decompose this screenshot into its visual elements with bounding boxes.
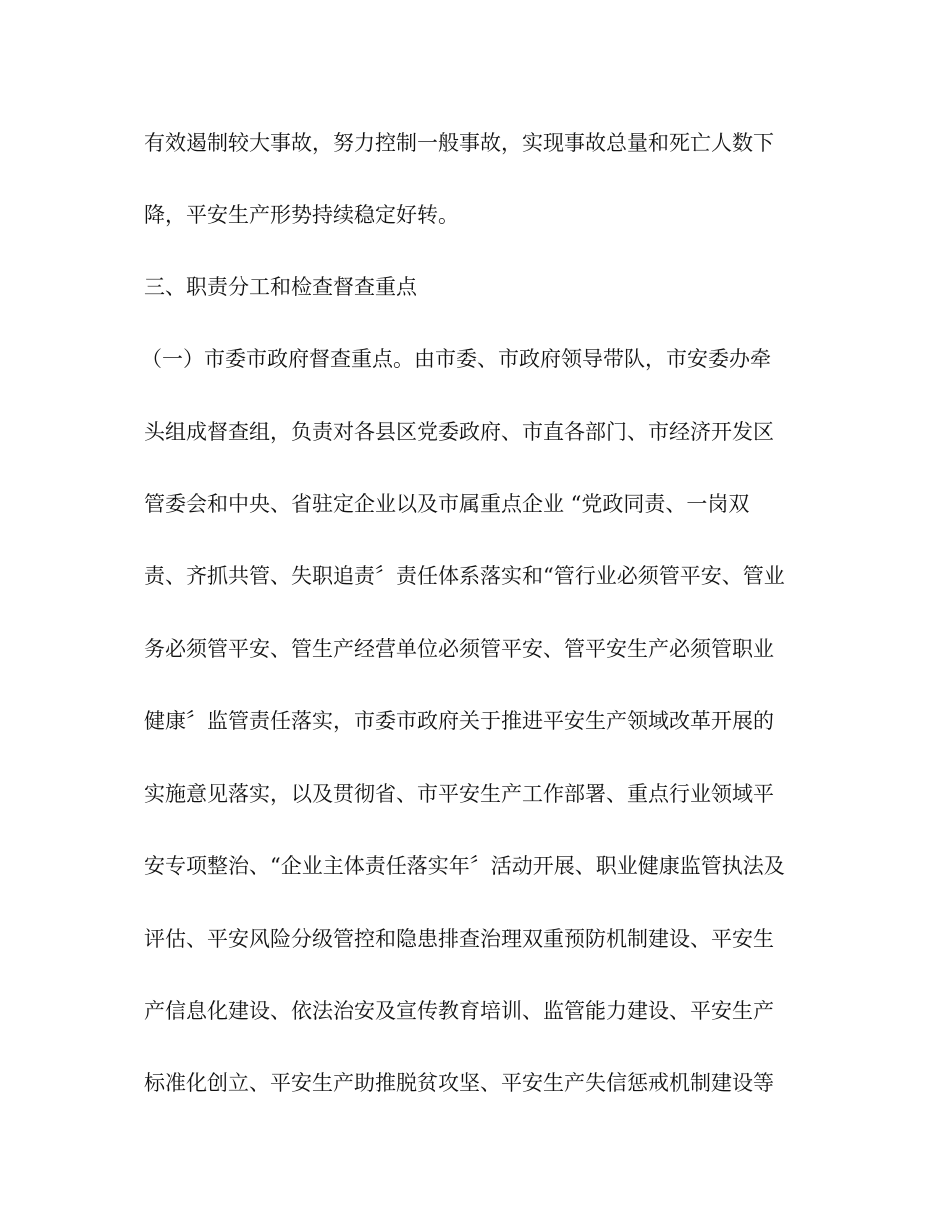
text-line-10: 实施意见落实，以及贯彻省、市平安生产工作部署、重点行业领域平 — [144, 782, 774, 806]
text-line-6: 管委会和中央、省驻定企业以及市属重点企业 “党政同责、一岗双 — [144, 492, 750, 516]
text-line-8: 务必须管平安、管生产经营单位必须管平安、管平安生产必须管职业 — [144, 637, 774, 661]
text-line-11: 安专项整治、“企业主体责任落实年〞活动开展、职业健康监管执法及 — [144, 854, 785, 878]
text-line-9: 健康〞监管责任落实，市委市政府关于推进平安生产领域改革开展的 — [144, 709, 774, 733]
text-line-5: 头组成督查组，负责对各县区党委政府、市直各部门、市经济开发区 — [144, 420, 774, 444]
section-heading: 三、职责分工和检查督查重点 — [144, 275, 417, 299]
text-line-12: 评估、平安风险分级管控和隐患排查治理双重预防机制建设、平安生 — [144, 927, 774, 951]
text-line-7: 责、齐抓共管、失职追责〞责任体系落实和“管行业必须管平安、管业 — [144, 564, 785, 588]
text-line-14: 标准化创立、平安生产助推脱贫攻坚、平安生产失信惩戒机制建设等 — [144, 1071, 774, 1095]
text-line-4: （一）市委市政府督查重点。由市委、市政府领导带队，市安委办牵 — [141, 347, 771, 371]
text-line-13: 产信息化建设、依法治安及宣传教育培训、监管能力建设、平安生产 — [144, 999, 774, 1023]
text-line-2: 降，平安生产形势持续稳定好转。 — [144, 203, 459, 227]
text-line-1: 有效遏制较大事故，努力控制一般事故，实现事故总量和死亡人数下 — [144, 131, 774, 155]
